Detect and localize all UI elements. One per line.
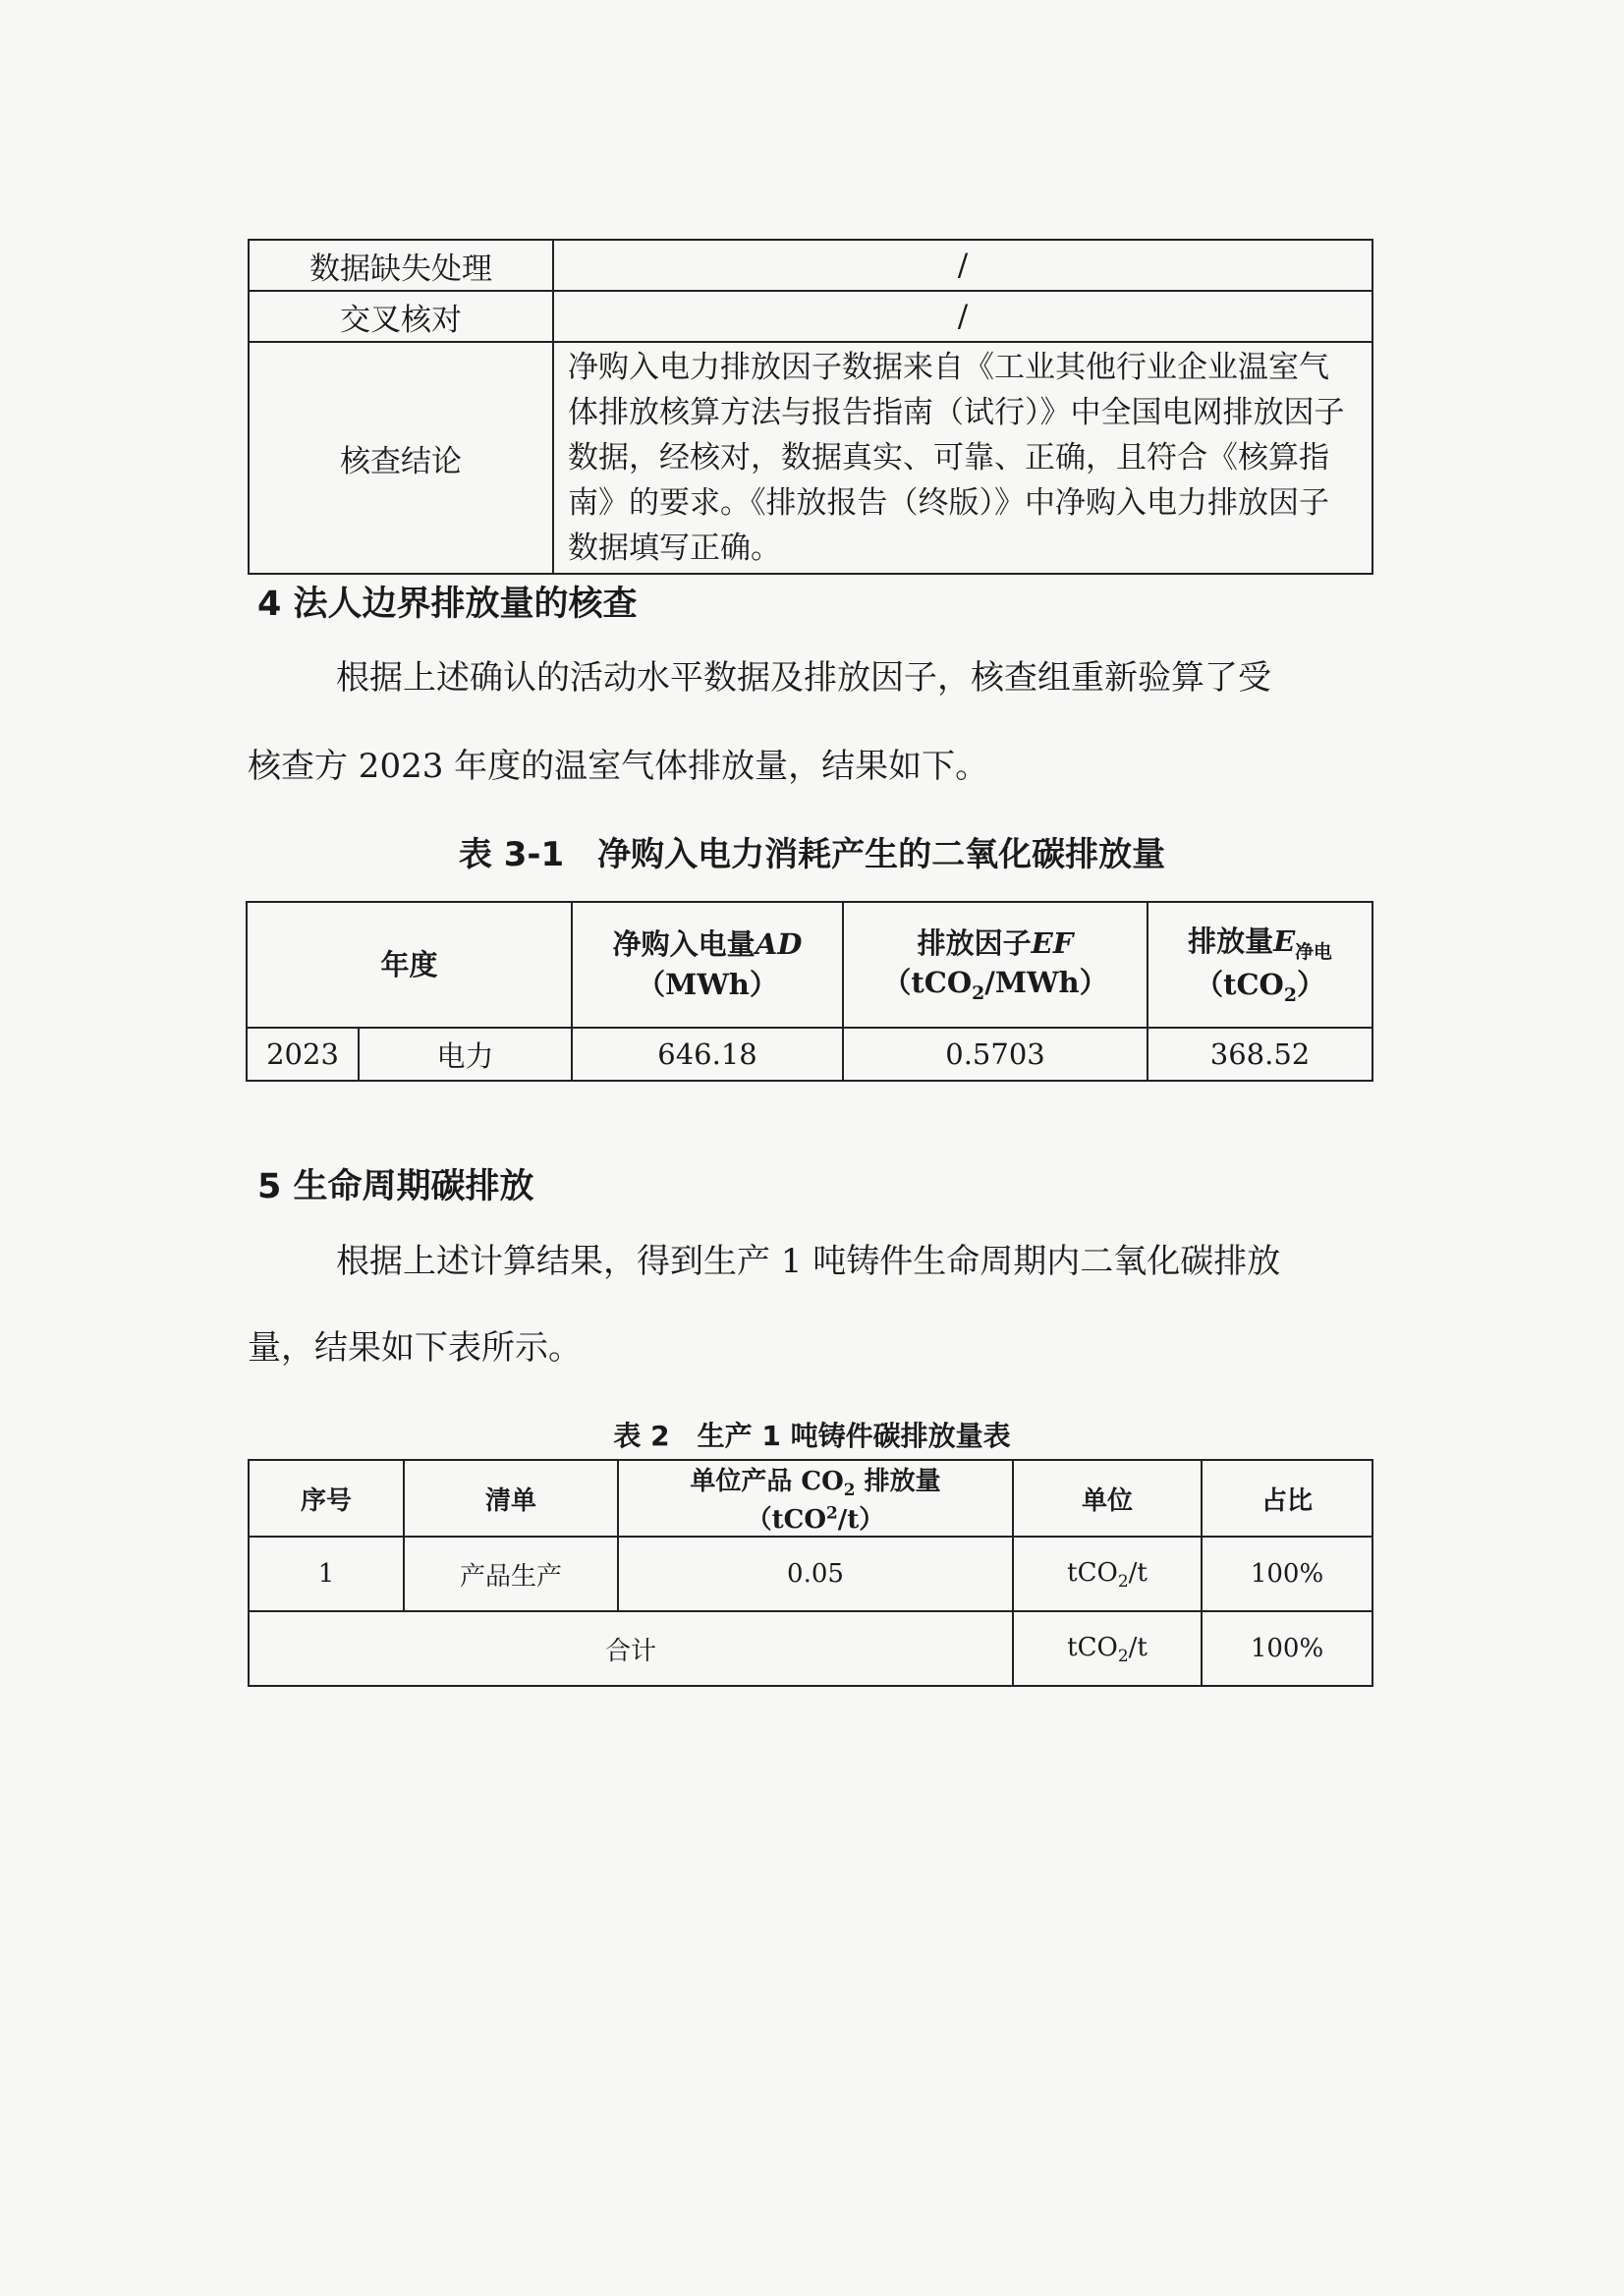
table-row [249,1537,1372,1611]
header-unit-emission: 单位产品 $CO_2$ 排放量（tCO$^2$/t） [618,1460,1013,1537]
cell-ef: 0.5703 [843,1028,1148,1081]
paragraph-line: 根据上述确认的活动水平数据及排放因子，核查组重新验算了受 [336,658,1271,698]
cell-year: 2023 [247,1028,359,1081]
header-emission: 排放量$E_{净电}$ （tCO$_2$） [1148,902,1372,1028]
lifecycle-table [248,1459,1373,1687]
cell-list: 产品生产 [404,1537,618,1611]
paragraph-line: 根据上述计算结果，得到生产 1 吨铸件生命周期内二氧化碳排放 [336,1242,1281,1281]
header-unit: 单位 [1013,1460,1202,1537]
verification-table [248,239,1373,575]
emission-table [246,901,1373,1082]
paragraph-line: 核查方 2023 年度的温室气体排放量，结果如下。 [248,747,989,786]
cell-type: 电力 [359,1028,572,1081]
row-label: 核查结论 [249,342,553,574]
section-heading: 5 生命周期碳排放 [257,1167,534,1206]
header-list: 清单 [404,1460,618,1537]
cell-value: 0.05 [618,1537,1013,1611]
header-share: 占比 [1202,1460,1372,1537]
table-header-row [247,902,1372,1028]
paragraph-line: 量，结果如下表所示。 [248,1328,582,1368]
header-year: 年度 [247,902,572,1028]
table-caption: 表 2 生产 1 吨铸件碳排放量表 [613,1420,1011,1452]
cell-unit: tCO$_2$/t [1013,1611,1202,1686]
row-value: / [553,240,1372,291]
table-row [249,1611,1372,1686]
cell-share: 100% [1202,1611,1372,1686]
table-row [247,1028,1372,1081]
header-ad: 净购入电量AD （MWh） [572,902,843,1028]
cell-total-label: 合计 [249,1611,1013,1686]
table-row [249,240,1372,291]
header-no: 序号 [249,1460,404,1537]
cell-no: 1 [249,1537,404,1611]
header-ef: 排放因子EF （tCO$_2$/MWh） [843,902,1148,1028]
row-value: / [553,291,1372,342]
row-label: 数据缺失处理 [249,240,553,291]
cell-ad: 646.18 [572,1028,843,1081]
table-header-row [249,1460,1372,1537]
row-label: 交叉核对 [249,291,553,342]
cell-unit: tCO$_2$/t [1013,1537,1202,1611]
verification-conclusion: 净购入电力排放因子数据来自《工业其他行业企业温室气体排放核算方法与报告指南（试行）》中全国电网排放因子数据，经核对，数据真实、可靠、正确，且符合《核算指南》的要求。《排放报告（终版）》中净购入电力排放因子数据填写正确。 [553,342,1372,574]
table-caption: 表 3-1 净购入电力消耗产生的二氧化碳排放量 [458,835,1166,874]
table-row [249,342,1372,574]
cell-emission: 368.52 [1148,1028,1372,1081]
cell-share: 100% [1202,1537,1372,1611]
section-heading: 4 法人边界排放量的核查 [257,585,638,624]
table-row [249,291,1372,342]
